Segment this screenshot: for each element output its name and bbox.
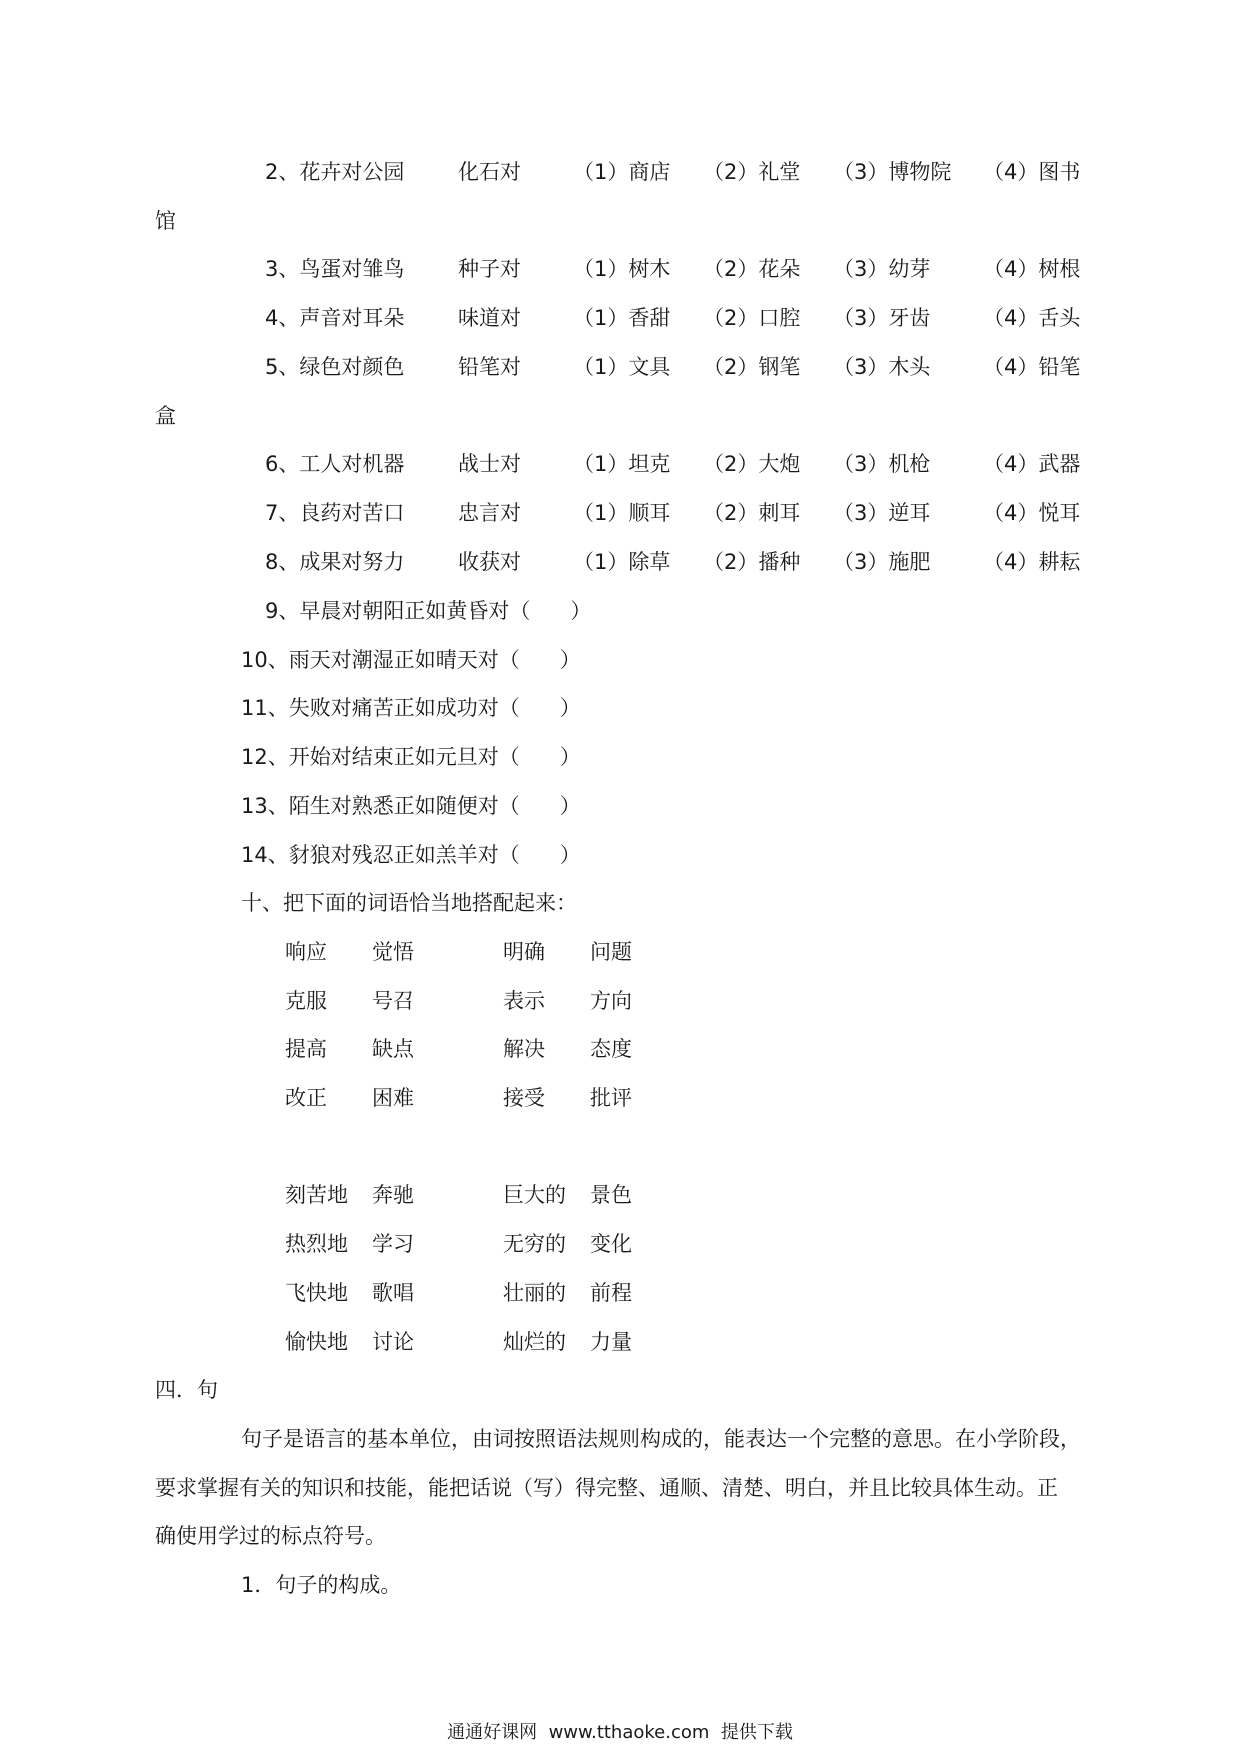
option-4: （4）舌头 <box>983 306 1081 330</box>
paragraph-line: 句子是语言的基本单位，由词按照语法规则构成的，能表达一个完整的意思。在小学阶段， <box>241 1427 1081 1451</box>
footer-credit: 通通好课网 www.tthaoke.com 提供下载 <box>447 1722 793 1743</box>
match-word: 灿烂的 <box>503 1330 566 1354</box>
analogy-stem: 8、成果对努力 <box>265 550 405 574</box>
match-word: 觉悟 <box>372 940 414 964</box>
option-3: （3）施肥 <box>833 550 931 574</box>
match-word: 壮丽的 <box>503 1281 566 1305</box>
match-word: 态度 <box>590 1037 632 1061</box>
analogy-stem: 6、工人对机器 <box>265 452 405 476</box>
match-word: 奔驰 <box>372 1183 414 1207</box>
match-word: 变化 <box>590 1232 632 1256</box>
option-1: （1）坦克 <box>573 452 671 476</box>
option-3: （3）机枪 <box>833 452 931 476</box>
option-2: （2）口腔 <box>703 306 801 330</box>
analogy-prompt: 战士对 <box>458 452 521 476</box>
match-word: 接受 <box>503 1086 545 1110</box>
option-2: （2）礼堂 <box>703 160 801 184</box>
option-wrap: 馆 <box>155 209 176 233</box>
analogy-fill-item: 13、陌生对熟悉正如随便对（ ） <box>241 794 581 818</box>
option-2: （2）刺耳 <box>703 501 801 525</box>
analogy-stem: 5、绿色对颜色 <box>265 355 405 379</box>
option-wrap: 盒 <box>155 404 176 428</box>
match-word: 解决 <box>503 1037 545 1061</box>
match-word: 批评 <box>590 1086 632 1110</box>
match-word: 无穷的 <box>503 1232 566 1256</box>
subheading: 1．句子的构成。 <box>241 1573 402 1597</box>
option-2: （2）播种 <box>703 550 801 574</box>
option-2: （2）大炮 <box>703 452 801 476</box>
option-1: （1）文具 <box>573 355 671 379</box>
match-word: 响应 <box>285 940 327 964</box>
paragraph-line: 确使用学过的标点符号。 <box>155 1524 386 1548</box>
analogy-fill-item: 10、雨天对潮湿正如晴天对（ ） <box>241 648 581 672</box>
analogy-prompt: 种子对 <box>458 257 521 281</box>
option-4: （4）悦耳 <box>983 501 1081 525</box>
analogy-fill-item: 11、失败对痛苦正如成功对（ ） <box>241 696 581 720</box>
match-word: 提高 <box>285 1037 327 1061</box>
match-word: 问题 <box>590 940 632 964</box>
option-1: （1）香甜 <box>573 306 671 330</box>
match-word: 明确 <box>503 940 545 964</box>
analogy-prompt: 收获对 <box>458 550 521 574</box>
option-4: （4）图书 <box>983 160 1081 184</box>
option-1: （1）除草 <box>573 550 671 574</box>
option-3: （3）逆耳 <box>833 501 931 525</box>
analogy-stem: 2、花卉对公园 <box>265 160 405 184</box>
analogy-prompt: 味道对 <box>458 306 521 330</box>
analogy-stem: 7、良药对苦口 <box>265 501 405 525</box>
match-word: 缺点 <box>372 1037 414 1061</box>
section-four-title: 四．句 <box>155 1378 218 1402</box>
analogy-prompt: 铅笔对 <box>458 355 521 379</box>
option-3: （3）博物院 <box>833 160 952 184</box>
analogy-prompt: 化石对 <box>458 160 521 184</box>
option-4: （4）耕耘 <box>983 550 1081 574</box>
option-1: （1）商店 <box>573 160 671 184</box>
match-word: 学习 <box>372 1232 414 1256</box>
option-2: （2）花朵 <box>703 257 801 281</box>
analogy-fill-item: 9、早晨对朝阳正如黄昏对（ ） <box>265 599 592 623</box>
analogy-fill-item: 14、豺狼对残忍正如羔羊对（ ） <box>241 843 581 867</box>
match-word: 刻苦地 <box>285 1183 348 1207</box>
match-word: 歌唱 <box>372 1281 414 1305</box>
option-2: （2）钢笔 <box>703 355 801 379</box>
match-word: 热烈地 <box>285 1232 348 1256</box>
match-word: 景色 <box>590 1183 632 1207</box>
analogy-fill-item: 12、开始对结束正如元旦对（ ） <box>241 745 581 769</box>
match-word: 巨大的 <box>503 1183 566 1207</box>
match-word: 前程 <box>590 1281 632 1305</box>
match-word: 号召 <box>372 989 414 1013</box>
option-3: （3）幼芽 <box>833 257 931 281</box>
match-word: 愉快地 <box>285 1330 348 1354</box>
match-word: 困难 <box>372 1086 414 1110</box>
option-1: （1）树木 <box>573 257 671 281</box>
section-ten-title: 十、把下面的词语恰当地搭配起来： <box>241 891 577 915</box>
analogy-prompt: 忠言对 <box>458 501 521 525</box>
match-word: 力量 <box>590 1330 632 1354</box>
analogy-stem: 3、鸟蛋对雏鸟 <box>265 257 405 281</box>
option-3: （3）木头 <box>833 355 931 379</box>
match-word: 表示 <box>503 989 545 1013</box>
paragraph-line: 要求掌握有关的知识和技能，能把话说（写）得完整、通顺、清楚、明白，并且比较具体生动。正 <box>155 1476 1058 1500</box>
match-word: 讨论 <box>372 1330 414 1354</box>
match-word: 克服 <box>285 989 327 1013</box>
option-4: （4）铅笔 <box>983 355 1081 379</box>
match-word: 方向 <box>590 989 632 1013</box>
option-4: （4）树根 <box>983 257 1081 281</box>
option-4: （4）武器 <box>983 452 1081 476</box>
match-word: 改正 <box>285 1086 327 1110</box>
option-3: （3）牙齿 <box>833 306 931 330</box>
analogy-stem: 4、声音对耳朵 <box>265 306 405 330</box>
option-1: （1）顺耳 <box>573 501 671 525</box>
match-word: 飞快地 <box>285 1281 348 1305</box>
